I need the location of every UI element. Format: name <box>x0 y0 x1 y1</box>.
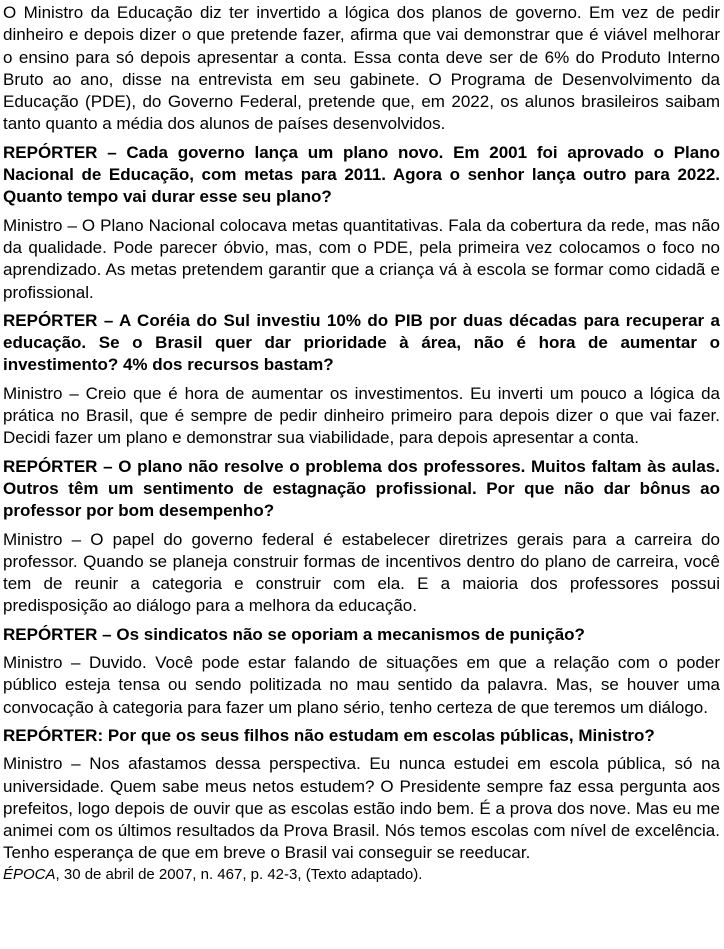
question-paragraph-2: REPÓRTER – A Coréia do Sul investiu 10% do PIB por duas décadas para recuperar a educação. Se o Brasil quer dar prioridade à área, não é hora de aumentar o investimento? 4% dos recursos bastam? <box>3 310 720 375</box>
question-paragraph-1: REPÓRTER – Cada governo lança um plano novo. Em 2001 foi aprovado o Plano Nacional de Educação, com metas para 2011. Agora o senhor lança outro para 2022. Quanto tempo vai durar esse seu plano? <box>3 142 720 207</box>
answer-paragraph-1: Ministro – O Plano Nacional colocava metas quantitativas. Fala da cobertura da rede, mas não da qualidade. Pode parecer óbvio, mas, com o PDE, pela primeira vez colocamos o foco no aprendizado. As metas pretendem garantir que a criança vá à escola se formar como cidadã e profissional. <box>3 215 720 302</box>
question-paragraph-3: REPÓRTER – O plano não resolve o problema dos professores. Muitos faltam às aulas. Outros têm um sentimento de estagnação profissional. Por que não dar bônus ao professor por bom desempenho? <box>3 456 720 521</box>
answer-paragraph-5: Ministro – Nos afastamos dessa perspectiva. Eu nunca estudei em escola pública, só na universidade. Quem sabe meus netos estudem? O Presidente sempre faz essa pergunta aos prefeitos, logo depois de ouvir que as escolas estão indo bem. É a prova dos nove. Mas eu me animei com os últimos resultados da Prova Brasil. Nós temos escolas com nível de excelência. Tenho esperança de que em breve o Brasil vai conseguir se reeducar. <box>3 754 720 863</box>
intro-paragraph: O Ministro da Educação diz ter invertido a lógica dos planos de governo. Em vez de pedir dinheiro e depois dizer o que pretende fazer, afirma que vai demonstrar que é viável melhorar o ensino para só depois apresentar a conta. Essa conta deve ser de 6% do Produto Interno Bruto ao ano, disse na entrevista em seu gabinete. O Programa de Desenvolvimento da Educação (PDE), do Governo Federal, pretende que, em 2022, os alunos brasileiros saibam tanto quanto a média dos alunos de países desenvolvidos. <box>3 3 720 134</box>
question-paragraph-4: REPÓRTER – Os sindicatos não se oporiam a mecanismos de punição? <box>3 624 585 644</box>
source-title: ÉPOCA <box>3 865 56 883</box>
answer-paragraph-3: Ministro – O papel do governo federal é estabelecer diretrizes gerais para a carreira do professor. Quando se planeja construir formas de incentivos dentro do plano de carreira, você tem de reunir a categoria e construir com ela. E a maioria dos professores possui predisposição ao diálogo para a melhora da educação. <box>3 529 720 616</box>
question-paragraph-5: REPÓRTER: Por que os seus filhos não estudam em escolas públicas, Ministro? <box>3 725 655 745</box>
source-citation <box>3 865 720 885</box>
answer-paragraph-2: Ministro – Creio que é hora de aumentar os investimentos. Eu inverti um pouco a lógica da prática no Brasil, que é sempre de pedir dinheiro primeiro para depois dizer o que vai fazer. Decidi fazer um plano e demonstrar sua viabilidade, para depois apresentar a conta. <box>3 383 720 448</box>
answer-paragraph-4: Ministro – Duvido. Você pode estar falando de situações em que a relação com o poder público esteja tensa ou sendo politizada no mau sentido da palavra. Mas, se houver uma convocação à categoria para fazer um plano sério, tenho certeza de que teremos um diálogo. <box>3 653 720 717</box>
source-details: , 30 de abril de 2007, n. 467, p. 42-3, (Texto adaptado). <box>55 865 423 883</box>
